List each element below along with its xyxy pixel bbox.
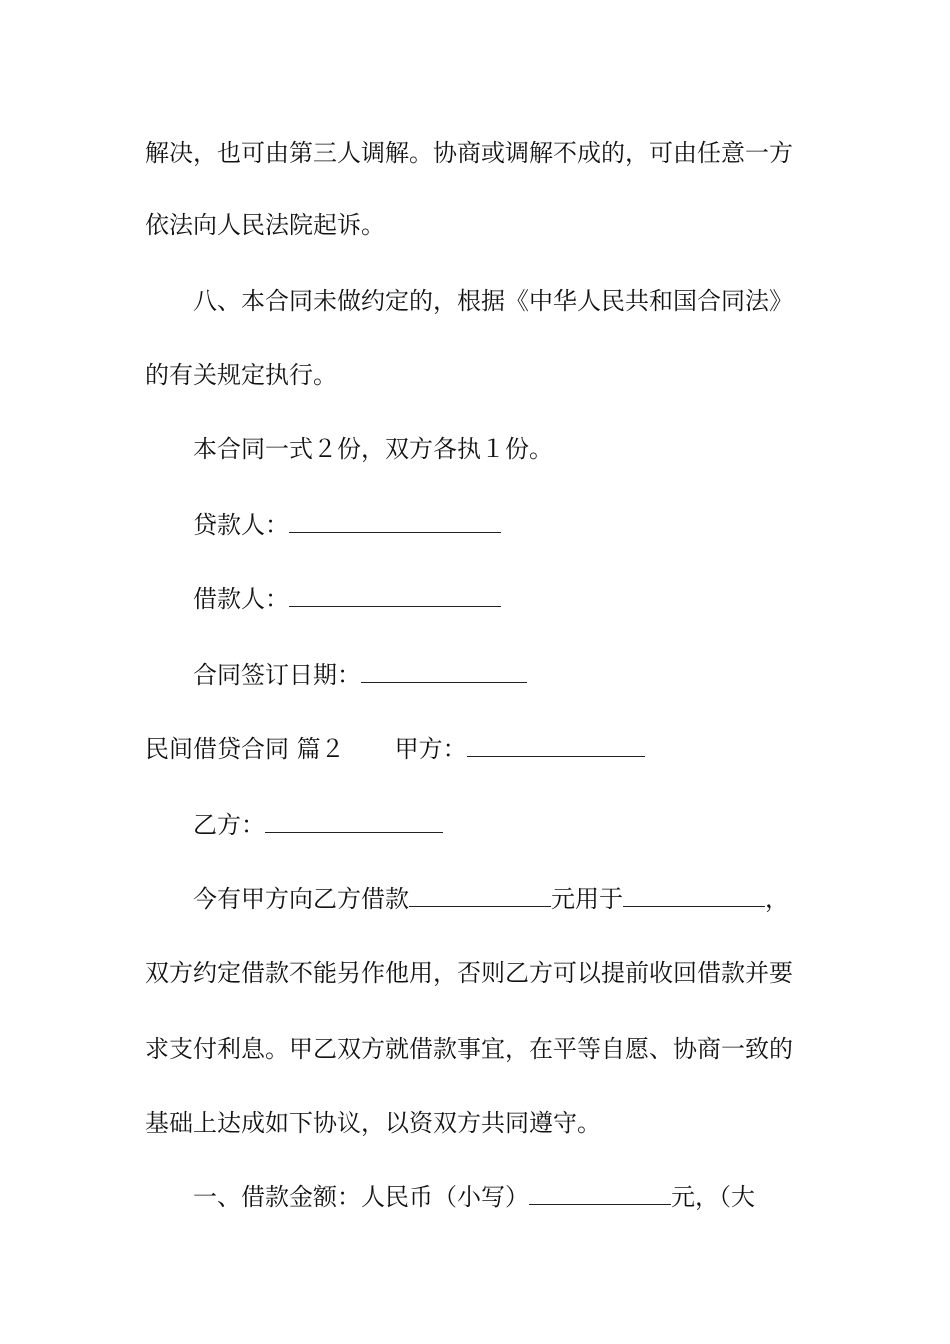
- loan-text: ，: [765, 885, 789, 913]
- lender-label: 贷款人：: [193, 511, 289, 539]
- sign-date-row: [193, 660, 527, 690]
- party-b-label: 乙方：: [193, 811, 265, 839]
- party-a-label: 甲方：: [394, 735, 467, 763]
- party-a-blank[interactable]: [467, 736, 645, 757]
- lender-row: [193, 510, 501, 540]
- section-heading-row: [145, 734, 645, 764]
- amount-text: 一、借款金额：人民币（小写）: [193, 1183, 529, 1211]
- borrower-blank[interactable]: [289, 586, 501, 607]
- loan-amount-row: [193, 1182, 755, 1212]
- loan-purpose-row: [193, 884, 789, 914]
- lender-blank[interactable]: [289, 512, 501, 533]
- text-line: 的有关规定执行。: [145, 361, 337, 389]
- amount-lowercase-blank[interactable]: [529, 1184, 671, 1205]
- sign-date-blank[interactable]: [361, 662, 527, 683]
- borrower-label: 借款人：: [193, 585, 289, 613]
- text-line: 依法向人民法院起诉。: [145, 211, 385, 239]
- loan-text: 元用于: [551, 885, 623, 913]
- text-line: 双方约定借款不能另作他用，否则乙方可以提前收回借款并要: [145, 959, 793, 987]
- borrower-row: [193, 584, 501, 614]
- loan-text: 今有甲方向乙方借款: [193, 885, 409, 913]
- party-b-row: [193, 810, 443, 840]
- text-line: 基础上达成如下协议，以资双方共同遵守。: [145, 1109, 601, 1137]
- text-line: 求支付利息。甲乙双方就借款事宜，在平等自愿、协商一致的: [145, 1035, 793, 1063]
- loan-amount-blank[interactable]: [409, 886, 551, 907]
- loan-purpose-blank[interactable]: [623, 886, 765, 907]
- sign-date-label: 合同签订日期：: [193, 661, 361, 689]
- section-title: 民间借贷合同 篇２: [145, 735, 345, 763]
- clause-eight: 八、本合同未做约定的，根据《中华人民共和国合同法》: [193, 287, 793, 315]
- text-line: 解决，也可由第三人调解。协商或调解不成的，可由任意一方: [145, 139, 793, 167]
- party-b-blank[interactable]: [265, 812, 443, 833]
- copies-statement: 本合同一式２份，双方各执１份。: [193, 435, 553, 463]
- amount-text: 元，（大: [671, 1183, 755, 1211]
